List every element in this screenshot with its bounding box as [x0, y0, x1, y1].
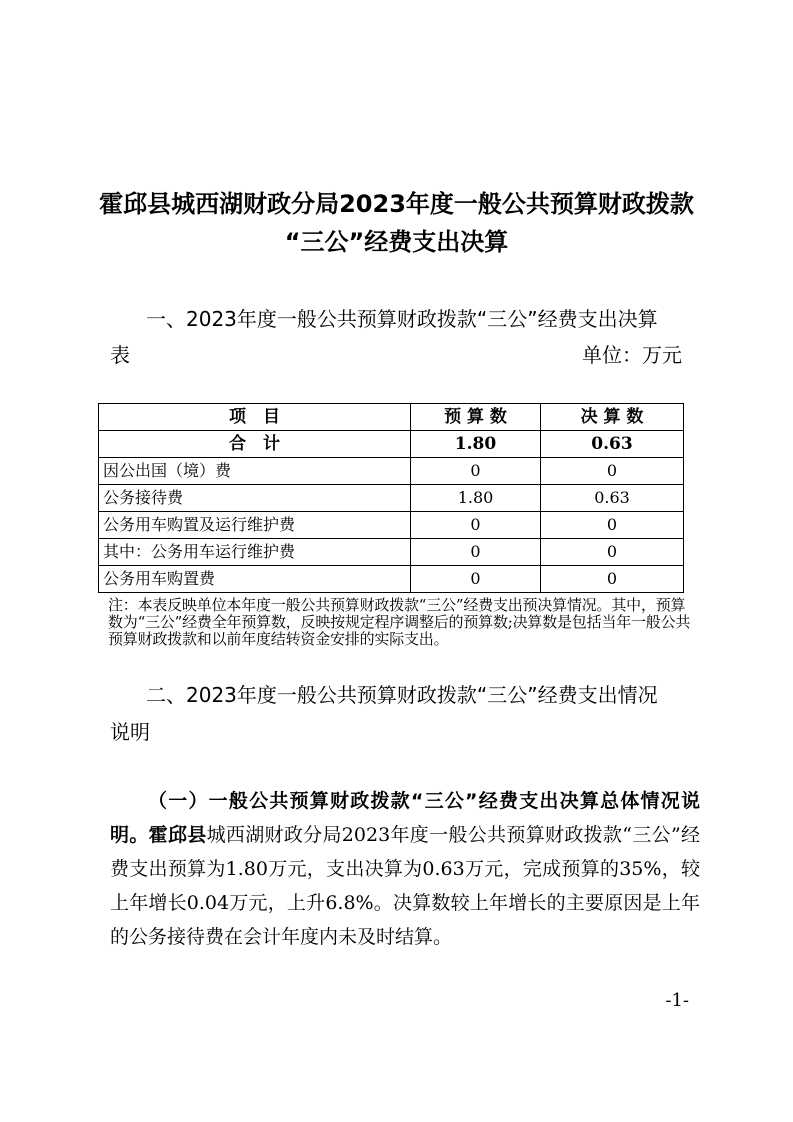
row-budget: 1.80	[411, 485, 541, 512]
row-actual: 0	[541, 512, 684, 539]
row-budget: 0	[411, 458, 541, 485]
table-row	[99, 458, 684, 485]
document-title-line1: 霍邱县城西湖财政分局2023年度一般公共预算财政拨款	[99, 190, 694, 218]
table-row	[99, 485, 684, 512]
document-title-line2: “三公”经费支出决算	[284, 228, 509, 256]
section2-heading-text: 二、2023年度一般公共预算财政拨款“三公”经费支出情况	[146, 683, 658, 707]
row-actual: 0.63	[541, 485, 684, 512]
budget-table	[98, 403, 684, 593]
summary-paragraph	[110, 784, 700, 954]
row-label: 其中：公务用车运行维护费	[99, 539, 411, 566]
page-number: -1-	[665, 990, 689, 1011]
header-actual: 决 算 数	[541, 404, 684, 431]
row-label: 公务用车购置及运行维护费	[99, 512, 411, 539]
row-actual: 0	[541, 539, 684, 566]
row-actual: 0	[541, 458, 684, 485]
section2-heading-line2: 说明	[110, 720, 150, 744]
row-budget: 0	[411, 566, 541, 593]
section1-heading-line2: 表	[110, 343, 130, 367]
row-actual: 0	[541, 566, 684, 593]
row-budget: 1.80	[411, 431, 541, 458]
row-budget: 0	[411, 539, 541, 566]
header-item: 项 目	[99, 404, 411, 431]
section2-heading-line1	[110, 680, 700, 710]
paragraph-body: 城西湖财政分局2023年度一般公共预算财政拨款“三公”经费支出预算为1.80万元，支出决算为0.63万元，完成预算的35%，较上年增长0.04万元，上升6.8%。决算数较上年增长的主要原因是上年的公务接待费在会计年度内未及时结算。	[110, 824, 700, 948]
table-row	[99, 539, 684, 566]
header-budget: 预 算 数	[411, 404, 541, 431]
row-label: 公务接待费	[99, 485, 411, 512]
section1-heading-line1	[110, 304, 700, 334]
section1-heading-text: 一、2023年度一般公共预算财政拨款“三公”经费支出决算	[146, 307, 658, 331]
table-note: 注：本表反映单位本年度一般公共预算财政拨款“三公”经费支出预决算情况。其中，预算数为“三公”经费全年预算数，反映按规定程序调整后的预算数;决算数是包括当年一般公共预算财政拨款和以前年度结转资金安排的实际支出。	[108, 596, 691, 648]
row-label: 公务用车购置费	[99, 566, 411, 593]
unit-label: 单位：万元	[582, 343, 682, 367]
table-row-total	[99, 431, 684, 458]
table-row	[99, 512, 684, 539]
row-label: 因公出国（境）费	[99, 458, 411, 485]
row-label: 合 计	[99, 431, 411, 458]
table-header-row	[99, 404, 684, 431]
table-row	[99, 566, 684, 593]
row-budget: 0	[411, 512, 541, 539]
paragraph-bold-lead: （一）一般公共预算财政拨款“三公”经费支出决算总体情况说明。霍邱县	[110, 790, 700, 846]
row-actual: 0.63	[541, 431, 684, 458]
